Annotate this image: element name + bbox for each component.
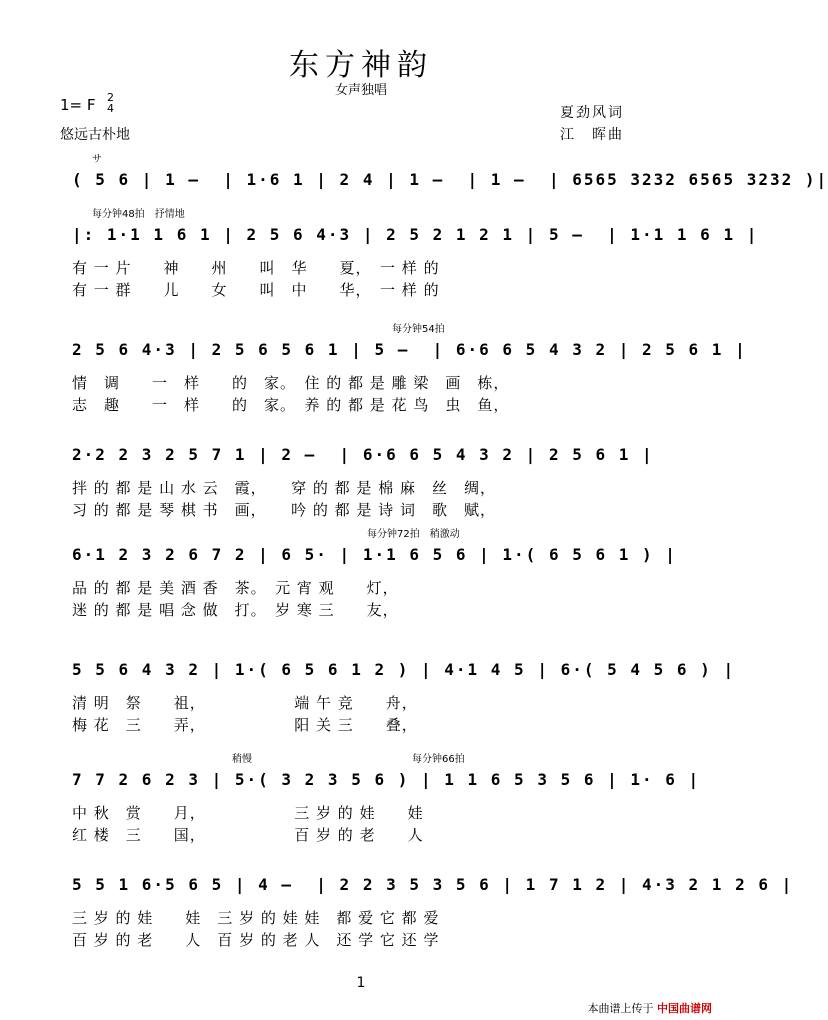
- notation-line: 5 5 1 6·5 6 5 | 4 – | 2 2 3 5 3 5 6 | 1 7 1 2 | 4·3 2 1 2 6 |: [72, 875, 794, 894]
- tempo-mark: 稍慢: [232, 754, 252, 765]
- lyrics-verse-1: 拌 的 都 是 山 水 云 霞， 穿 的 都 是 棉 麻 丝 绸，: [72, 479, 496, 497]
- upload-label: 本曲谱上传于: [587, 1002, 654, 1015]
- lyrics-verse-1: 品 的 都 是 美 酒 香 茶。 元 宵 观 灯，: [72, 579, 399, 597]
- score-system: [72, 320, 747, 420]
- song-title: 东方神韵: [289, 48, 433, 83]
- score-system: [72, 525, 677, 625]
- lyricist-credit: 夏劲风词: [560, 105, 624, 121]
- lyrics-verse-1: 三 岁 的 娃 娃 三 岁 的 娃 娃 都 爱 它 都 爱: [72, 909, 440, 927]
- composer-credit: 江 晖曲: [560, 127, 624, 143]
- notation-line: 2 5 6 4·3 | 2 5 6 5 6 1 | 5 – | 6·6 6 5 4 3 2 | 2 5 6 1 |: [72, 340, 747, 359]
- notation-line: |: 1·1 1 6 1 | 2 5 6 4·3 | 2 5 2 1 2 1 | 5 – | 1·1 1 6 1 |: [72, 225, 759, 244]
- site-name: 中国曲谱网: [657, 1002, 712, 1015]
- key-signature: 1= F: [60, 96, 96, 114]
- tempo-mark: 每分钟54拍: [392, 324, 445, 335]
- tempo-mark: 每分钟72拍 稍激动: [367, 529, 460, 540]
- tempo-mark-2: 每分钟66拍: [412, 754, 465, 765]
- tempo-mark: 每分钟48拍 抒情地: [92, 209, 185, 220]
- lyrics-verse-1: 有 一 片 神 州 叫 华 夏， 一 样 的: [72, 259, 440, 277]
- notation-line: 7 7 2 6 2 3 | 5·( 3 2 3 5 6 ) | 1 1 6 5 3 5 6 | 1· 6 |: [72, 770, 701, 789]
- time-numerator: 2: [107, 91, 114, 104]
- score-system: [72, 750, 701, 850]
- lyrics-verse-2: 志 趣 一 样 的 家。 养 的 都 是 花 鸟 虫 鱼，: [72, 396, 510, 414]
- notation-line: 6·1 2 3 2 6 7 2 | 6 5· | 1·1 6 5 6 | 1·( 6 5 6 1 ) |: [72, 545, 677, 564]
- score-system: [72, 855, 794, 955]
- score-system: [72, 205, 759, 305]
- score-system: [72, 640, 736, 740]
- lyrics-verse-2: 百 岁 的 老 人 百 岁 的 老 人 还 学 它 还 学: [72, 931, 440, 949]
- time-denominator: 4: [107, 102, 114, 115]
- notation-line: ( 5 6 | 1 – | 1·6 1 | 2 4 | 1 – | 1 – | 6565 3232 6565 3232 )|: [72, 170, 828, 189]
- time-signature: [107, 92, 114, 114]
- notation-line: 5 5 6 4 3 2 | 1·( 6 5 6 1 2 ) | 4·1 4 5 | 6·( 5 4 5 6 ) |: [72, 660, 736, 679]
- notation-line: 2·2 2 3 2 5 7 1 | 2 – | 6·6 6 5 4 3 2 | 2 5 6 1 |: [72, 445, 654, 464]
- lyrics-verse-1: 情 调 一 样 的 家。 住 的 都 是 雕 梁 画 栋，: [72, 374, 510, 392]
- lyrics-verse-2: 有 一 群 儿 女 叫 中 华， 一 样 的: [72, 281, 440, 299]
- lyrics-verse-1: 清 明 祭 祖， 端 午 竞 舟，: [72, 694, 418, 712]
- expression-mark: 悠远古朴地: [60, 127, 130, 143]
- lyrics-verse-1: 中 秋 赏 月， 三 岁 的 娃 娃: [72, 804, 424, 822]
- upload-source: [588, 1000, 713, 1016]
- lyrics-verse-2: 习 的 都 是 琴 棋 书 画， 吟 的 都 是 诗 词 歌 赋，: [72, 501, 496, 519]
- song-subtitle: 女声独唱: [334, 83, 387, 98]
- lyrics-verse-2: 红 楼 三 国， 百 岁 的 老 人: [72, 826, 424, 844]
- tempo-mark: サ: [92, 154, 102, 165]
- page-number: 1: [356, 975, 366, 991]
- lyrics-verse-2: 梅 花 三 弄， 阳 关 三 叠，: [72, 716, 418, 734]
- lyrics-verse-2: 迷 的 都 是 唱 念 做 打。 岁 寒 三 友，: [72, 601, 399, 619]
- score-system: [72, 425, 667, 525]
